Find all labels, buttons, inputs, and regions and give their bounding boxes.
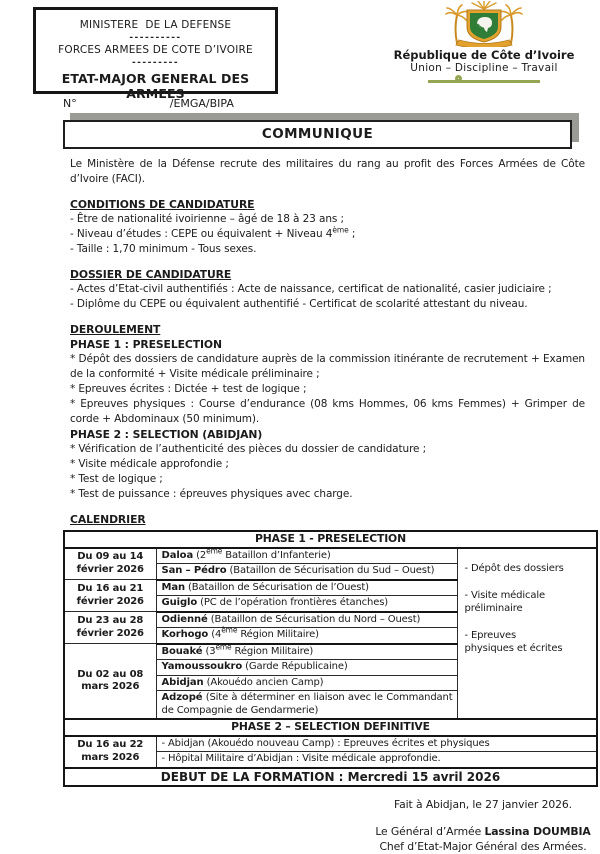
coat-of-arms-icon: [445, 1, 523, 47]
document-title: COMMUNIQUE: [261, 126, 374, 142]
conditions-heading: CONDITIONS DE CANDIDATURE: [70, 198, 255, 211]
document-body: [70, 157, 591, 854]
republic-block: [384, 1, 584, 83]
ref-number-value: /EMGA/BIPA: [169, 97, 234, 110]
signer-title: Chef d’Etat-Major Général des Armées.: [379, 840, 587, 853]
training-start-row: DEBUT DE LA FORMATION : Mercredi 15 avril 2026: [64, 768, 597, 787]
dossier-heading: DOSSIER DE CANDIDATURE: [70, 268, 232, 281]
phase2-row: - Abidjan (Akouédo nouveau Camp) : Epreuves écrites et physiques: [156, 736, 597, 752]
phase2-table-header: PHASE 2 – SELECTION DEFINITIVE: [64, 719, 597, 736]
ref-number-label: N°: [63, 97, 77, 110]
phase1-item: * Dépôt des dossiers de candidature auprès de la commission itinérante de recrutement + Examen de la conformité + Visite médicale préliminaire ;: [70, 353, 585, 380]
phase2-title: PHASE 2 : SELECTION (ABIDJAN): [70, 428, 263, 441]
location-cell: Bouaké (3ème Région Militaire): [156, 644, 457, 660]
note-item: - Dépôt des dossiers: [464, 562, 564, 574]
calendar-heading: CALENDRIER: [70, 513, 146, 526]
ministry-name: MINISTERE DE LA DEFENSE: [79, 19, 232, 31]
phase1-notes-cell: [457, 548, 597, 720]
location-cell: Adzopé (Site à déterminer en liaison avec le Commandant de Compagnie de Gendarmerie): [156, 691, 457, 720]
place-and-date: Fait à Abidjan, le 27 janvier 2026.: [394, 798, 572, 811]
national-motto: Union – Discipline – Travail: [410, 62, 558, 74]
intro-paragraph: Le Ministère de la Défense recrute des militaires du rang au profit des Forces Armées de Côte d’Ivoire (FACI).: [70, 158, 585, 185]
signature-block: [328, 797, 600, 854]
communique-title-box: [63, 120, 572, 149]
phase1-title: PHASE 1 : PRESELECTION: [70, 338, 222, 351]
phase1-item: * Epreuves physiques : Course d’endurance (08 kms Hommes, 06 kms Femmes) + Grimper de corde + Abdominaux (50 minimum).: [70, 398, 585, 425]
date-cell: Du 16 au 22 mars 2026: [64, 736, 156, 768]
phase2-item: * Visite médicale approfondie ;: [70, 458, 229, 470]
country-name: République de Côte d’Ivoire: [393, 48, 575, 62]
phase1-item: * Epreuves écrites : Dictée + test de logique ;: [70, 383, 307, 395]
signer-name: Lassina DOUMBIA: [484, 825, 591, 838]
phase2-row: - Hôpital Militaire d’Abidjan : Visite médicale approfondie.: [156, 752, 597, 768]
location-cell: Korhogo (4ème Région Militaire): [156, 628, 457, 644]
condition-item: - Être de nationalité ivoirienne – âgé de 18 à 23 ans ;: [70, 213, 344, 225]
location-cell: Guiglo (PC de l’opération frontières étanches): [156, 596, 457, 612]
date-cell: Du 16 au 21 février 2026: [64, 580, 156, 612]
location-cell: Yamoussoukro (Garde Républicaine): [156, 660, 457, 676]
forces-name: FORCES ARMEES DE COTE D’IVOIRE: [58, 44, 253, 56]
ministry-header-box: [33, 7, 278, 101]
location-cell: Daloa (2ème Bataillon d’Infanterie): [156, 548, 457, 564]
date-cell: Du 23 au 28 février 2026: [64, 612, 156, 644]
location-cell: Man (Bataillon de Sécurisation de l’Ouest): [156, 580, 457, 596]
signer-name-line: Le Général d’Armée Lassina DOUMBIA: [375, 825, 591, 838]
deroulement-heading: DEROULEMENT: [70, 323, 161, 336]
dossier-item: - Diplôme du CEPE ou équivalent authentifié - Certificat de scolarité attestant du niveau.: [70, 298, 528, 310]
note-item: - Epreuves physiques et écrites: [464, 629, 563, 654]
location-cell: San – Pédro (Bataillon de Sécurisation du Sud – Ouest): [156, 564, 457, 580]
separator-dashes: ---------: [131, 58, 180, 68]
letterhead: [0, 0, 600, 101]
motto-rule: [428, 80, 540, 83]
condition-item: - Taille : 1,70 minimum - Tous sexes.: [70, 243, 257, 255]
phase2-item: * Vérification de l’authenticité des pièces du dossier de candidature ;: [70, 443, 427, 455]
condition-item: - Niveau d’études : CEPE ou équivalent + Niveau 4ème ;: [70, 225, 356, 240]
calendar-table: [63, 530, 598, 787]
separator-dashes: ----------: [129, 33, 182, 43]
location-cell: Odienné (Bataillon de Sécurisation du Nord – Ouest): [156, 612, 457, 628]
phase2-item: * Test de puissance : épreuves physiques avec charge.: [70, 488, 353, 500]
note-item: - Visite médicale préliminaire: [464, 589, 545, 614]
phase2-item: * Test de logique ;: [70, 473, 163, 485]
motto-ring-icon: [455, 75, 462, 82]
phase1-table-header: PHASE 1 - PRESELECTION: [64, 531, 597, 548]
date-cell: Du 02 au 08 mars 2026: [64, 644, 156, 720]
location-cell: Abidjan (Akouédo ancien Camp): [156, 675, 457, 691]
etat-major-title: ETAT-MAJOR GENERAL DES ARMEES: [61, 71, 250, 101]
date-cell: Du 09 au 14 février 2026: [64, 548, 156, 580]
dossier-item: - Actes d’Etat-civil authentifiés : Acte de naissance, certificat de nationalité, casier judiciaire ;: [70, 283, 552, 295]
